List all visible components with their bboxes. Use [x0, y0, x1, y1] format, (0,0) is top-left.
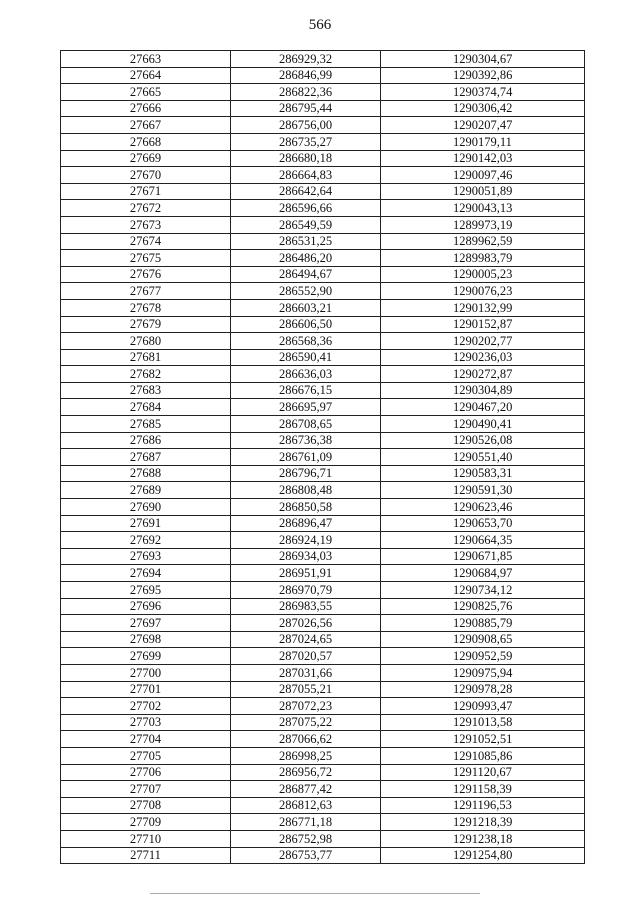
point-number-cell: 27672: [61, 200, 231, 217]
y-coordinate-cell: 1291196,53: [381, 797, 585, 814]
y-coordinate-cell: 1290551,40: [381, 449, 585, 466]
x-coordinate-cell: 286998,25: [231, 747, 381, 764]
point-number-cell: 27682: [61, 366, 231, 383]
table-row: [61, 515, 585, 532]
point-number-cell: 27671: [61, 183, 231, 200]
point-number-cell: 27665: [61, 84, 231, 101]
y-coordinate-cell: 1289973,19: [381, 216, 585, 233]
point-number-cell: 27700: [61, 664, 231, 681]
y-coordinate-cell: 1291052,51: [381, 731, 585, 748]
y-coordinate-cell: 1290132,99: [381, 299, 585, 316]
table-row: [61, 366, 585, 383]
x-coordinate-cell: 286752,98: [231, 830, 381, 847]
point-number-cell: 27681: [61, 349, 231, 366]
table-row: [61, 100, 585, 117]
x-coordinate-cell: 286850,58: [231, 499, 381, 516]
y-coordinate-cell: 1290583,31: [381, 465, 585, 482]
table-row: [61, 482, 585, 499]
y-coordinate-cell: 1290684,97: [381, 565, 585, 582]
table-row: [61, 200, 585, 217]
y-coordinate-cell: 1290671,85: [381, 548, 585, 565]
point-number-cell: 27707: [61, 781, 231, 798]
y-coordinate-cell: 1291158,39: [381, 781, 585, 798]
x-coordinate-cell: 286822,36: [231, 84, 381, 101]
point-number-cell: 27693: [61, 548, 231, 565]
y-coordinate-cell: 1290142,03: [381, 150, 585, 167]
x-coordinate-cell: 287072,23: [231, 698, 381, 715]
x-coordinate-cell: 286590,41: [231, 349, 381, 366]
x-coordinate-cell: 286642,64: [231, 183, 381, 200]
table-row: [61, 731, 585, 748]
point-number-cell: 27709: [61, 814, 231, 831]
y-coordinate-cell: 1290179,11: [381, 133, 585, 150]
table-row: [61, 216, 585, 233]
point-number-cell: 27686: [61, 432, 231, 449]
table-row: [61, 698, 585, 715]
y-coordinate-cell: 1291013,58: [381, 714, 585, 731]
table-row: [61, 565, 585, 582]
x-coordinate-cell: 287031,66: [231, 664, 381, 681]
point-number-cell: 27683: [61, 382, 231, 399]
table-row: [61, 299, 585, 316]
point-number-cell: 27666: [61, 100, 231, 117]
point-number-cell: 27678: [61, 299, 231, 316]
point-number-cell: 27687: [61, 449, 231, 466]
x-coordinate-cell: 286494,67: [231, 266, 381, 283]
y-coordinate-cell: 1290978,28: [381, 681, 585, 698]
point-number-cell: 27679: [61, 316, 231, 333]
table-row: [61, 465, 585, 482]
y-coordinate-cell: 1290152,87: [381, 316, 585, 333]
point-number-cell: 27677: [61, 283, 231, 300]
point-number-cell: 27676: [61, 266, 231, 283]
y-coordinate-cell: 1290306,42: [381, 100, 585, 117]
y-coordinate-cell: 1290664,35: [381, 532, 585, 549]
table-row: [61, 382, 585, 399]
point-number-cell: 27691: [61, 515, 231, 532]
x-coordinate-cell: 286753,77: [231, 847, 381, 864]
y-coordinate-cell: 1290975,94: [381, 664, 585, 681]
point-number-cell: 27702: [61, 698, 231, 715]
point-number-cell: 27688: [61, 465, 231, 482]
table-row: [61, 399, 585, 416]
x-coordinate-cell: 286568,36: [231, 333, 381, 350]
y-coordinate-cell: 1290952,59: [381, 648, 585, 665]
point-number-cell: 27675: [61, 250, 231, 267]
x-coordinate-cell: 286761,09: [231, 449, 381, 466]
x-coordinate-cell: 286924,19: [231, 532, 381, 549]
point-number-cell: 27674: [61, 233, 231, 250]
y-coordinate-cell: 1291218,39: [381, 814, 585, 831]
point-number-cell: 27710: [61, 830, 231, 847]
point-number-cell: 27692: [61, 532, 231, 549]
point-number-cell: 27706: [61, 764, 231, 781]
table-row: [61, 847, 585, 864]
table-row: [61, 747, 585, 764]
table-row: [61, 333, 585, 350]
x-coordinate-cell: 287075,22: [231, 714, 381, 731]
point-number-cell: 27699: [61, 648, 231, 665]
y-coordinate-cell: 1290392,86: [381, 67, 585, 84]
y-coordinate-cell: 1290623,46: [381, 499, 585, 516]
table-row: [61, 615, 585, 632]
x-coordinate-cell: 286796,71: [231, 465, 381, 482]
table-row: [61, 714, 585, 731]
coordinates-table: [60, 50, 585, 864]
table-row: [61, 499, 585, 516]
point-number-cell: 27680: [61, 333, 231, 350]
x-coordinate-cell: 286736,38: [231, 432, 381, 449]
point-number-cell: 27711: [61, 847, 231, 864]
table-row: [61, 167, 585, 184]
y-coordinate-cell: 1290272,87: [381, 366, 585, 383]
x-coordinate-cell: 287066,62: [231, 731, 381, 748]
table-row: [61, 250, 585, 267]
table-row: [61, 133, 585, 150]
bottom-rule: [150, 893, 480, 894]
point-number-cell: 27685: [61, 416, 231, 433]
x-coordinate-cell: 287055,21: [231, 681, 381, 698]
table-row: [61, 532, 585, 549]
x-coordinate-cell: 286983,55: [231, 598, 381, 615]
x-coordinate-cell: 286951,91: [231, 565, 381, 582]
x-coordinate-cell: 286756,00: [231, 117, 381, 134]
point-number-cell: 27669: [61, 150, 231, 167]
point-number-cell: 27698: [61, 631, 231, 648]
y-coordinate-cell: 1290097,46: [381, 167, 585, 184]
table-row: [61, 349, 585, 366]
x-coordinate-cell: 286486,20: [231, 250, 381, 267]
point-number-cell: 27664: [61, 67, 231, 84]
table-row: [61, 51, 585, 68]
x-coordinate-cell: 286808,48: [231, 482, 381, 499]
point-number-cell: 27695: [61, 582, 231, 599]
y-coordinate-cell: 1290591,30: [381, 482, 585, 499]
x-coordinate-cell: 286934,03: [231, 548, 381, 565]
y-coordinate-cell: 1290043,13: [381, 200, 585, 217]
table-row: [61, 830, 585, 847]
x-coordinate-cell: 286636,03: [231, 366, 381, 383]
point-number-cell: 27708: [61, 797, 231, 814]
x-coordinate-cell: 286552,90: [231, 283, 381, 300]
x-coordinate-cell: 286846,99: [231, 67, 381, 84]
table-row: [61, 681, 585, 698]
x-coordinate-cell: 286771,18: [231, 814, 381, 831]
table-row: [61, 449, 585, 466]
point-number-cell: 27663: [61, 51, 231, 68]
y-coordinate-cell: 1290993,47: [381, 698, 585, 715]
y-coordinate-cell: 1290467,20: [381, 399, 585, 416]
table-row: [61, 631, 585, 648]
y-coordinate-cell: 1290374,74: [381, 84, 585, 101]
table-row: [61, 416, 585, 433]
table-row: [61, 764, 585, 781]
x-coordinate-cell: 286970,79: [231, 582, 381, 599]
point-number-cell: 27696: [61, 598, 231, 615]
x-coordinate-cell: 286606,50: [231, 316, 381, 333]
x-coordinate-cell: 286956,72: [231, 764, 381, 781]
point-number-cell: 27689: [61, 482, 231, 499]
x-coordinate-cell: 286735,27: [231, 133, 381, 150]
x-coordinate-cell: 286680,18: [231, 150, 381, 167]
point-number-cell: 27705: [61, 747, 231, 764]
table-row: [61, 548, 585, 565]
point-number-cell: 27703: [61, 714, 231, 731]
table-row: [61, 84, 585, 101]
y-coordinate-cell: 1290885,79: [381, 615, 585, 632]
point-number-cell: 27668: [61, 133, 231, 150]
y-coordinate-cell: 1290207,47: [381, 117, 585, 134]
y-coordinate-cell: 1291238,18: [381, 830, 585, 847]
x-coordinate-cell: 286812,63: [231, 797, 381, 814]
y-coordinate-cell: 1290051,89: [381, 183, 585, 200]
table-row: [61, 283, 585, 300]
table-row: [61, 797, 585, 814]
table-row: [61, 664, 585, 681]
table-row: [61, 582, 585, 599]
table-row: [61, 648, 585, 665]
x-coordinate-cell: 286603,21: [231, 299, 381, 316]
point-number-cell: 27684: [61, 399, 231, 416]
y-coordinate-cell: 1290653,70: [381, 515, 585, 532]
x-coordinate-cell: 286596,66: [231, 200, 381, 217]
table-row: [61, 266, 585, 283]
y-coordinate-cell: 1291254,80: [381, 847, 585, 864]
y-coordinate-cell: 1290304,67: [381, 51, 585, 68]
table-row: [61, 316, 585, 333]
y-coordinate-cell: 1289983,79: [381, 250, 585, 267]
x-coordinate-cell: 287024,65: [231, 631, 381, 648]
x-coordinate-cell: 286549,59: [231, 216, 381, 233]
x-coordinate-cell: 286896,47: [231, 515, 381, 532]
x-coordinate-cell: 286531,25: [231, 233, 381, 250]
table-row: [61, 598, 585, 615]
x-coordinate-cell: 286676,15: [231, 382, 381, 399]
y-coordinate-cell: 1290490,41: [381, 416, 585, 433]
x-coordinate-cell: 287026,56: [231, 615, 381, 632]
page-number: 566: [308, 17, 332, 33]
coordinates-table-body: [61, 51, 585, 864]
table-row: [61, 432, 585, 449]
y-coordinate-cell: 1290526,08: [381, 432, 585, 449]
x-coordinate-cell: 286929,32: [231, 51, 381, 68]
point-number-cell: 27701: [61, 681, 231, 698]
point-number-cell: 27690: [61, 499, 231, 516]
table-row: [61, 183, 585, 200]
y-coordinate-cell: 1290202,77: [381, 333, 585, 350]
y-coordinate-cell: 1290005,23: [381, 266, 585, 283]
y-coordinate-cell: 1290304,89: [381, 382, 585, 399]
y-coordinate-cell: 1290825,76: [381, 598, 585, 615]
y-coordinate-cell: 1291120,67: [381, 764, 585, 781]
y-coordinate-cell: 1289962,59: [381, 233, 585, 250]
x-coordinate-cell: 286877,42: [231, 781, 381, 798]
point-number-cell: 27667: [61, 117, 231, 134]
table-row: [61, 150, 585, 167]
point-number-cell: 27704: [61, 731, 231, 748]
point-number-cell: 27670: [61, 167, 231, 184]
table-row: [61, 67, 585, 84]
point-number-cell: 27694: [61, 565, 231, 582]
x-coordinate-cell: 286795,44: [231, 100, 381, 117]
x-coordinate-cell: 286695,97: [231, 399, 381, 416]
x-coordinate-cell: 287020,57: [231, 648, 381, 665]
y-coordinate-cell: 1290734,12: [381, 582, 585, 599]
table-row: [61, 814, 585, 831]
x-coordinate-cell: 286708,65: [231, 416, 381, 433]
table-row: [61, 117, 585, 134]
y-coordinate-cell: 1290908,65: [381, 631, 585, 648]
y-coordinate-cell: 1290076,23: [381, 283, 585, 300]
x-coordinate-cell: 286664,83: [231, 167, 381, 184]
point-number-cell: 27697: [61, 615, 231, 632]
y-coordinate-cell: 1290236,03: [381, 349, 585, 366]
point-number-cell: 27673: [61, 216, 231, 233]
y-coordinate-cell: 1291085,86: [381, 747, 585, 764]
table-row: [61, 233, 585, 250]
table-row: [61, 781, 585, 798]
